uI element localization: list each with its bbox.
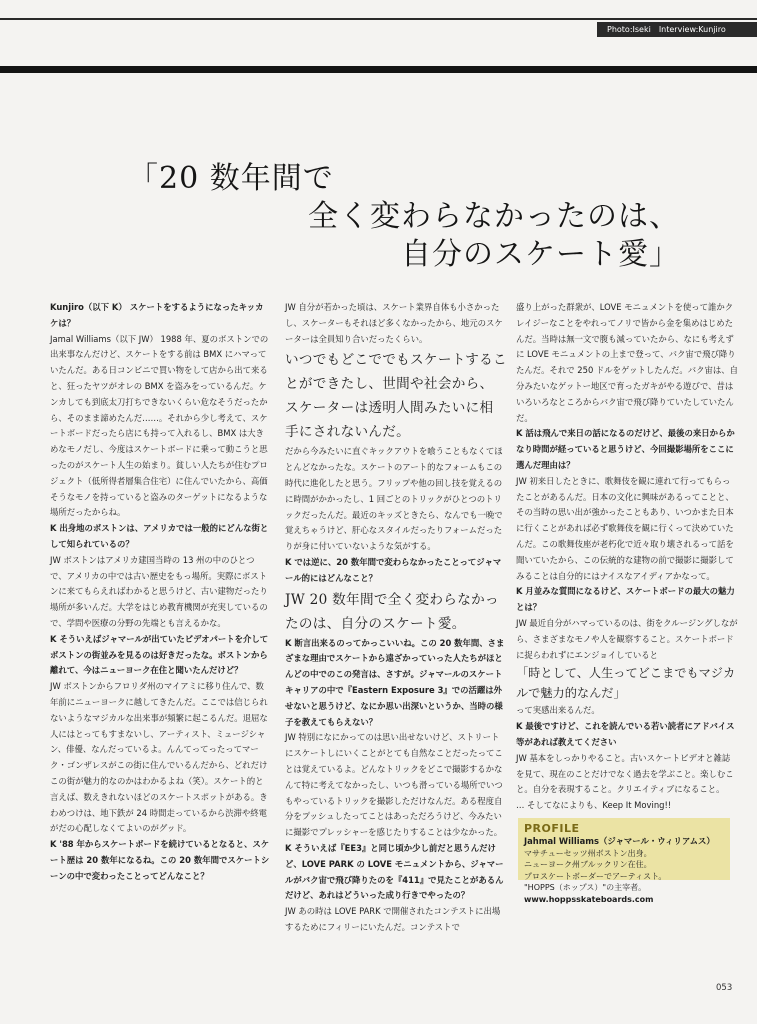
pull-quote: いつでもどこででもスケートすることができたし、世間や社会から、スケーターは透明人間みたいに相手にされないんだ。 — [285, 352, 507, 441]
top-rule — [0, 18, 757, 20]
interviewer-question: K 話は飛んで来日の話になるのだけど、最後の来日からかなり時間が経っていると思うけど、今回撮影場所をここに選んだ理由は？ — [516, 428, 735, 470]
answer-paragraph: だから今みたいに直ぐキックアウトを喰うこともなくてほとんどなかったな。スケートのアート的なフォームもこの時代に進化したと思う。フリップや他の回し技を覚えるのに時間がかかったし、1 回ごとのトリックがひとつのトリックだったんだ。最近のキッズときたら、なんでも一晩で覚えちゃうけど、肝心なスタイルだったりフォームだったりが身に付いていないような気がする。 — [285, 446, 503, 552]
headline-line-1: 「20 数年間で — [128, 161, 334, 196]
interviewer-question: K では逆に、20 数年間で変わらなかったことってジャマール的にはどんなこと？ — [285, 556, 502, 583]
interviewer-question: Kunjiro（以下 K） スケートをするようになったキッカケは？ — [50, 302, 264, 328]
interviewer-question: K 最後ですけど、これを読んでいる若い読者にアドバイス等があれば教えてください — [516, 721, 735, 747]
answer-paragraph: 盛り上がった群衆が、LOVE モニュメントを使って誰かクレイジーなことをやれってノリで皆から金を集めはじめたんだ。当時は無一文で腹も減っていたから、なにも考えずに LOVE モニュメントの上まで登って、バク宙で飛び降りたんだ。それで 250 ドルをゲットしたんだ。バク宙は、自分みたいなゲットー地区で育ったガキがやる遊びで、昔はいろいろなところからバク宙で飛び降りていたしていたんだ。 — [516, 302, 738, 423]
interviewer-question: K '88 年からスケートボードを続けているとなると、スケート歴は 20 数年になるね。この 20 数年間でスケートシーンの中で変わったことってどんなこと？ — [50, 839, 270, 881]
interview-column-2 — [285, 300, 507, 936]
answer-paragraph: って実感出来るんだ。 — [516, 705, 600, 716]
answer-paragraph: JW ボストンはアメリカ建国当時の 13 州の中のひとつで、アメリカの中では古い歴史をもっ場所。実際にボストンに来てもらえればわかると思うけど、古い建物だったり場所が多いんだ。大学をはじめ教育機関が充実しているので、学問や医療の分野の先端とも言えるかな。 — [50, 554, 268, 628]
profile-box — [518, 818, 730, 904]
pull-quote: JW 20 数年間で全く変わらなかったのは、自分のスケート愛。 — [285, 591, 499, 632]
answer-paragraph: JW 最近自分がハマっているのは、街をクルージングしながら、さまざまなモノや人を観察すること。スケートボードに捉らわれずにエンジョイしていると — [516, 617, 738, 660]
headline-line-2: 全く変わらなかったのは、 — [308, 199, 680, 234]
answer-paragraph: JW 基本をしっかりやること。古いスケートビデオと雑誌を見て、現在のことだけでなく過去を学ぶこと。楽しむこと。自分を表現すること。クリエイティブになること。 — [516, 752, 734, 795]
answer-paragraph: Jamal Williams（以下 JW） 1988 年、夏のボストンでの出来事なんだけど、スケートをする前は BMX にハマっていたんだ。ある日コンビニで買い物をして店から出て来ると、狂ったヤツがオレの BMX を盗みをっているんだ。ケンカしても到底太刀打ちできないくらい危なそうだったから、そのまま諦めたんだ……。それから少し考えて、スケートボードだったら店にも持って入れるし、BMX は大きめなモノだし、今度はスケートボードに乗って動こうと思ったのがスケート人生の始まり。貧しい人たちが住むプロジェクト（低所得者層集合住宅）に住んでいたから、高価そうなモノを持っていると盗みのターゲットになるような場所だったからね。 — [50, 333, 269, 518]
answer-paragraph: JW ボストンからフロリダ州のマイアミに移り住んで、数年前にニューヨークに越してきたんだ。ここでは信じられないようなマジカルな出来事が頻繁に起こるんだ。退屈な人にはとってもすまないし、アーティスト、ミュージシャン、俳優、なんだっているよ。んんてってったってマーク・ゴンザレスがこの街に住んでいるんだから、どれだけこの街が魅力的なのかはわかるよね（笑）。スケート的と言えば、数えきれないほどのスケートスポットがある。きわめつけは、地下鉄が 24 時間走っているから渋滞や終電がだの心配しなくてよいのがグッド。 — [50, 681, 268, 834]
profile-url: www.hoppsskateboards.com — [524, 894, 654, 904]
header-thick-rule — [0, 66, 757, 73]
headline-line-3: 自分のスケート愛」 — [401, 237, 680, 272]
photo-interview-credits: Photo:Iseki Interview:Kunjiro — [597, 22, 757, 37]
answer-paragraph: … そしてなによりも、Keep It Moving!! — [516, 800, 672, 811]
profile-line: ニューヨーク州ブルックリン在住。 — [524, 860, 652, 869]
answer-paragraph: JW 特別になにかってのは思い出せないけど、ストリートにスケートしにいくことがとても自然なことだったってことは覚えているよ。どんなトリックをどこで撮影するかなんて特に考えてなかったし、いつも滑っている場所でいつもやっているトリックを撮影しただけなんだ。ある程度自分をプッシュしたってことはあっただろうけど、今みたいに撮影でプレッシャーを感じたりすることは少なかった。 — [285, 732, 503, 838]
interviewer-question: K そういえばジャマールが出ていたビデオパートを介してボストンの街並みを見るのは好きだったな。ボストンから離れて、今はニューヨーク在住と聞いたんだけど？ — [50, 633, 269, 676]
interviewer-question: K 断言出来るのってかっこいいね。この 20 数年間、さまざまな理由でスケートから遠ざかっていった人たちがほとんどの中でのこの発言は、さすが。ジャマールのスケートキャリアの中で『Eastern Exposure 3』での活躍は外せないと思うけど、なにか思い出深いというか、当時の様子を教えてもらえない？ — [285, 637, 505, 727]
headline — [80, 160, 680, 274]
interviewer-question: K そういえば『EE3』と同じ頃か少し前だと思うんだけど、LOVE PARK の LOVE モニュメントから、ジャマールがバク宙で飛び降りたのを『411』で見たことがあるんだけど、あれはどういった成り行きでやったの？ — [285, 842, 504, 901]
answer-paragraph: JW 初来日したときに、歌舞伎を観に連れて行ってもらったことがあるんだ。日本の文化に興味があるってことと、その当時の思い出が強かったこともあり、いつかまた日本に行くことがあれば必ず歌舞伎を観に行くって決めていたんだ。この歌舞伎座が老朽化で近々取り壊されるって話を聞いていたから、この伝統的な建物の前で撮影に撮影してみることは自分的にはナイスなアイディアかなって。 — [516, 475, 734, 581]
page-number: 053 — [716, 983, 733, 993]
profile-title: PROFILE — [524, 822, 580, 835]
profile-line: プロスケートボーダーでアーティスト。 — [524, 871, 667, 881]
profile-line: "HOPPS（ホップス）"の主宰者。 — [524, 883, 647, 892]
interviewer-question: K 出身地のボストンは、アメリカでは一般的にどんな街として知られているの？ — [50, 523, 269, 549]
interview-column-3 — [516, 300, 738, 814]
answer-paragraph: JW あの時は LOVE PARK で開催されたコンテストに出場するためにフィリーにいたんだ。コンテストで — [285, 906, 501, 932]
profile-name: Jahmal Williams（ジャマール・ウィリアムス） — [524, 836, 715, 846]
interview-column-1 — [50, 300, 271, 884]
pull-quote: 「時として、人生ってどこまでもマジカルで魅力的なんだ」 — [516, 666, 736, 701]
answer-paragraph: JW 自分が若かった頃は、スケート業界自体も小さかったし、スケーターもそれほど多くなかったから、地元のスケーターは全員知り合いだったくらい。 — [285, 302, 503, 344]
interviewer-question: K 月並みな質問になるけど、スケートボードの最大の魅力とは？ — [516, 586, 735, 613]
profile-line: マサチューセッツ州ボストン出身。 — [524, 848, 652, 858]
